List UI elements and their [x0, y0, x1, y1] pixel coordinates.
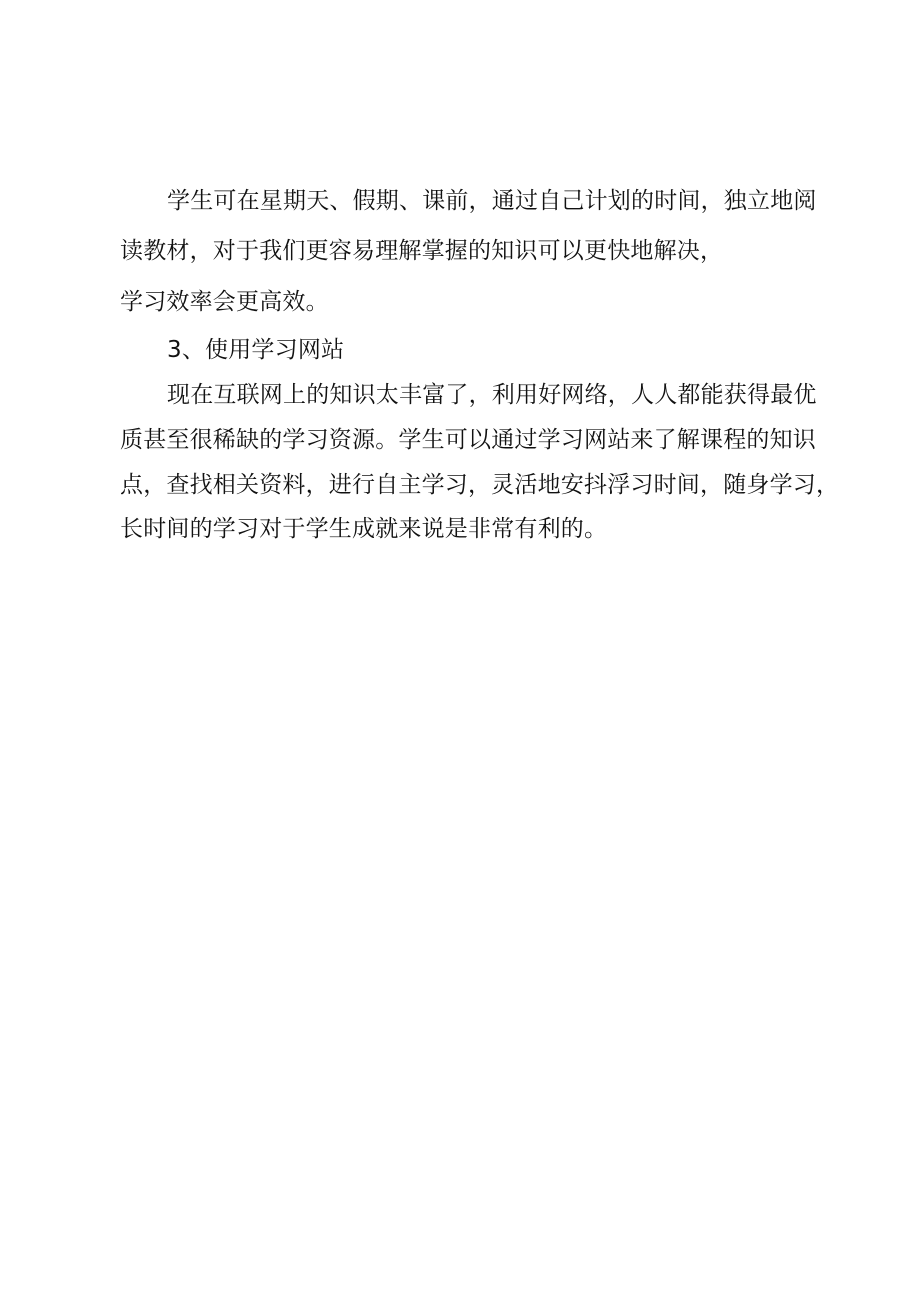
paragraph-2-line-4: 长时间的学习对于学生成就来说是非常有利的。: [120, 516, 608, 542]
paragraph-2-line-2: 质甚至很稀缺的学习资源。学生可以通过学习网站来了解课程的知识: [120, 427, 816, 453]
paragraph-2-line-3: 点，查找相关资料，进行自主学习，灵活地安抖浮习时间，随身学习，: [120, 472, 840, 498]
paragraph-1-line-3: 学习效率会更高效。: [120, 289, 329, 315]
section-heading: 3、使用学习网站: [167, 337, 345, 363]
paragraph-1-line-1: 学生可在星期天、假期、课前，通过自己计划的时间，独立地阅: [167, 188, 817, 214]
paragraph-1-line-2: 读教材，对于我们更容易理解掌握的知识可以更快地解决，: [120, 238, 724, 264]
paragraph-2-line-1: 现在互联网上的知识太丰富了，利用好网络，人人都能获得最优: [167, 382, 817, 408]
